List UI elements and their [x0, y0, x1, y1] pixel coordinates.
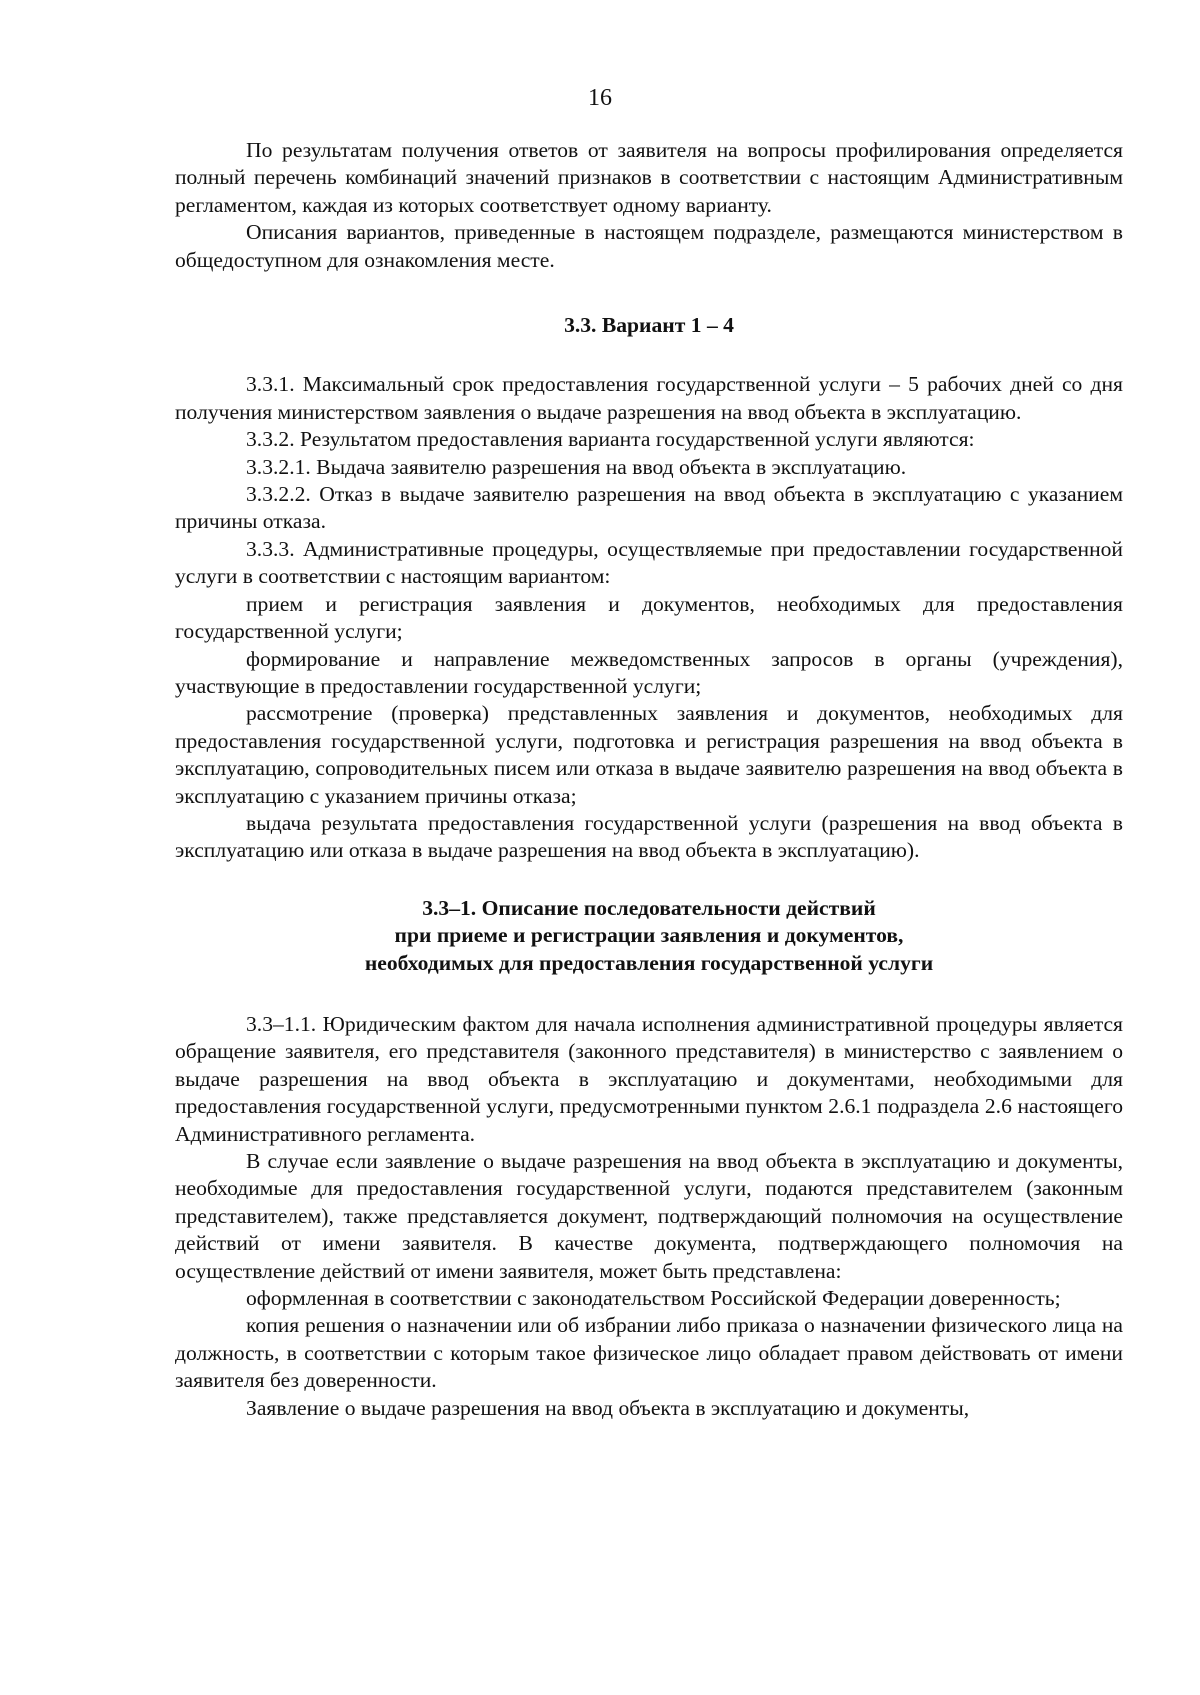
paragraph-3-3-2-2: 3.3.2.2. Отказ в выдаче заявителю разрешения на ввод объекта в эксплуатацию с указанием причины отказа.	[175, 482, 1123, 534]
page-number: 16	[588, 85, 612, 111]
paragraph: По результатам получения ответов от заявителя на вопросы профилирования определяется полный перечень комбинаций значений признаков в соответствии с настоящим Административным регламентом, каждая из которых соответствует одному варианту.	[175, 138, 1123, 217]
procedure-item: рассмотрение (проверка) представленных заявления и документов, необходимых для предоставления государственной услуги, подготовка и регистрация разрешения на ввод объекта в эксплуатацию, сопроводительных писем или отказа в выдаче заявителю разрешения на ввод объекта в эксплуатацию с указанием причины отказа;	[175, 701, 1123, 808]
paragraph-3-3-1-1: 3.3–1.1. Юридическим фактом для начала исполнения административной процедуры является обращение заявителя, его представителя (законного представителя) в министерство с заявлением о выдаче разрешения на ввод объекта в эксплуатацию и документами, необходимыми для предоставления государственной услуги, предусмотренными пунктом 2.6.1 подраздела 2.6 настоящего Административного регламента.	[175, 1011, 1123, 1146]
heading-line: при приеме и регистрации заявления и документов,	[394, 923, 904, 948]
section-heading-3-3-1	[175, 895, 1123, 977]
paragraph-3-3-2: 3.3.2. Результатом предоставления варианта государственной услуги являются:	[246, 427, 975, 452]
procedure-item: выдача результата предоставления государственной услуги (разрешения на ввод объекта в эксплуатацию или отказа в выдаче разрешения на ввод объекта в эксплуатацию).	[175, 810, 1123, 863]
heading-line: необходимых для предоставления государственной услуги	[364, 950, 934, 975]
document-body	[175, 137, 1123, 1422]
paragraph-3-3-1: 3.3.1. Максимальный срок предоставления государственной услуги – 5 рабочих дней со дня получения министерством заявления о выдаче разрешения на ввод объекта в эксплуатацию.	[175, 372, 1123, 424]
procedure-item: прием и регистрация заявления и документов, необходимых для предоставления государственной услуги;	[175, 591, 1123, 644]
paragraph-3-3-2-1: 3.3.2.1. Выдача заявителю разрешения на ввод объекта в эксплуатацию.	[246, 454, 907, 479]
list-item: оформленная в соответствии с законодательством Российской Федерации доверенность;	[246, 1286, 1061, 1311]
heading-line: 3.3–1. Описание последовательности действий	[422, 895, 876, 920]
paragraph: Заявление о выдаче разрешения на ввод объекта в эксплуатацию и документы,	[246, 1395, 970, 1420]
list-item: копия решения о назначении или об избрании либо приказа о назначении физического лица на должность, в соответствии с которым такое физическое лицо обладает правом действовать от имени заявителя без доверенности.	[175, 1313, 1123, 1393]
paragraph: В случае если заявление о выдаче разрешения на ввод объекта в эксплуатацию и документы, необходимые для предоставления государственной услуги, подаются представителем (законным представителем), также представляется документ, подтверждающий полномочия на осуществление действий от имени заявителя. В качестве документа, подтверждающего полномочия на осуществление действий от имени заявителя, может быть представлена:	[175, 1149, 1123, 1283]
procedure-item: формирование и направление межведомственных запросов в органы (учреждения), участвующие в предоставлении государственной услуги;	[175, 646, 1123, 698]
paragraph-3-3-3: 3.3.3. Административные процедуры, осуществляемые при предоставлении государственной услуги в соответствии с настоящим вариантом:	[175, 536, 1123, 589]
paragraph: Описания вариантов, приведенные в настоящем подразделе, размещаются министерством в общедоступном для ознакомления месте.	[175, 220, 1123, 272]
section-heading-3-3: 3.3. Вариант 1 – 4	[564, 313, 734, 338]
